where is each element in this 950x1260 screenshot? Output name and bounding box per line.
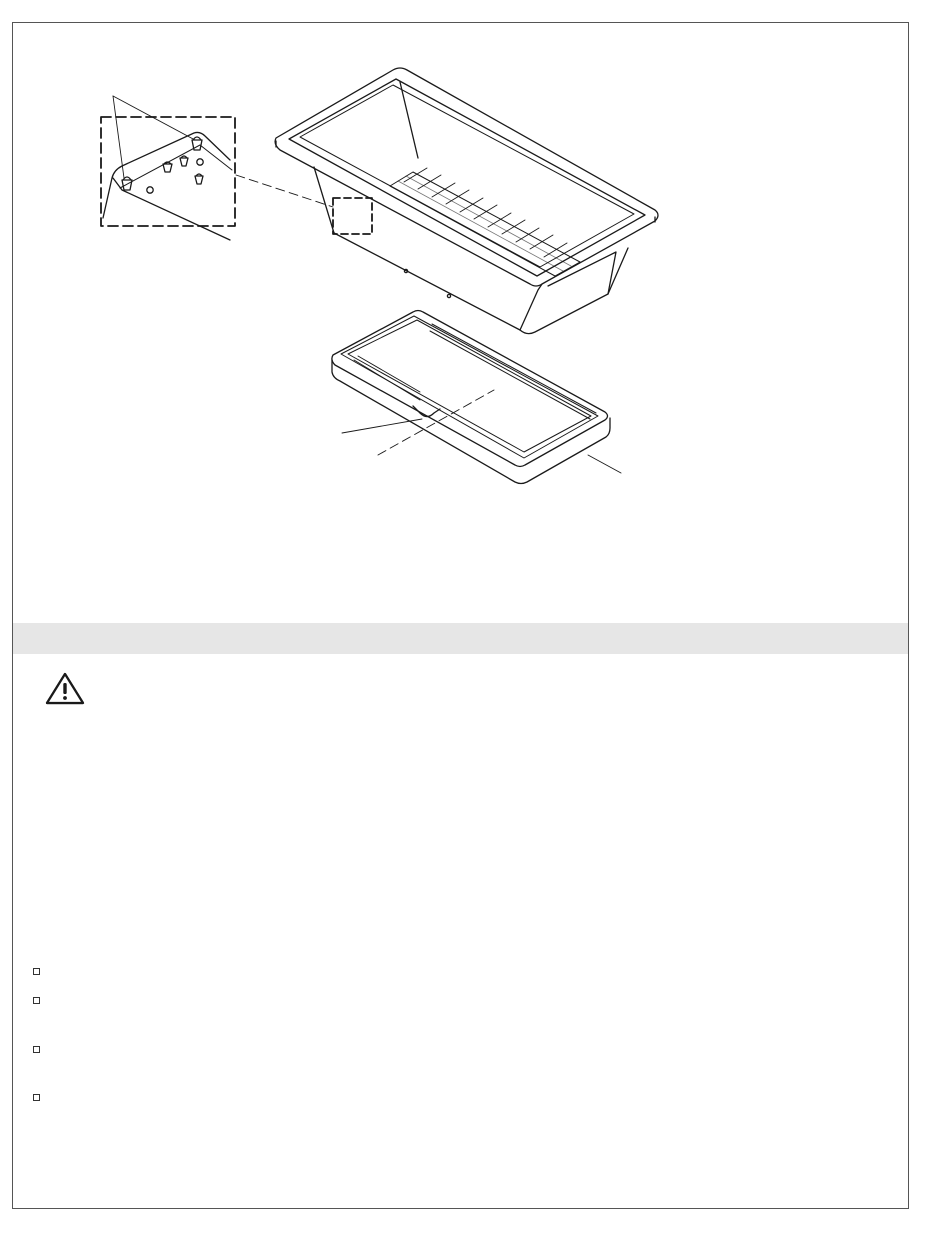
checklist-checkbox-3[interactable]: [33, 1046, 40, 1053]
installation-illustration: [12, 22, 909, 622]
section-band: [13, 623, 908, 654]
base-frame-drawing: [332, 311, 621, 484]
detail-inset: [101, 96, 235, 240]
checklist-checkbox-1[interactable]: [33, 968, 40, 975]
checklist-checkbox-4[interactable]: [33, 1094, 40, 1101]
detail-callout-box: [333, 198, 372, 234]
warning-triangle-icon: [44, 671, 86, 707]
checklist-checkbox-2[interactable]: [33, 997, 40, 1004]
